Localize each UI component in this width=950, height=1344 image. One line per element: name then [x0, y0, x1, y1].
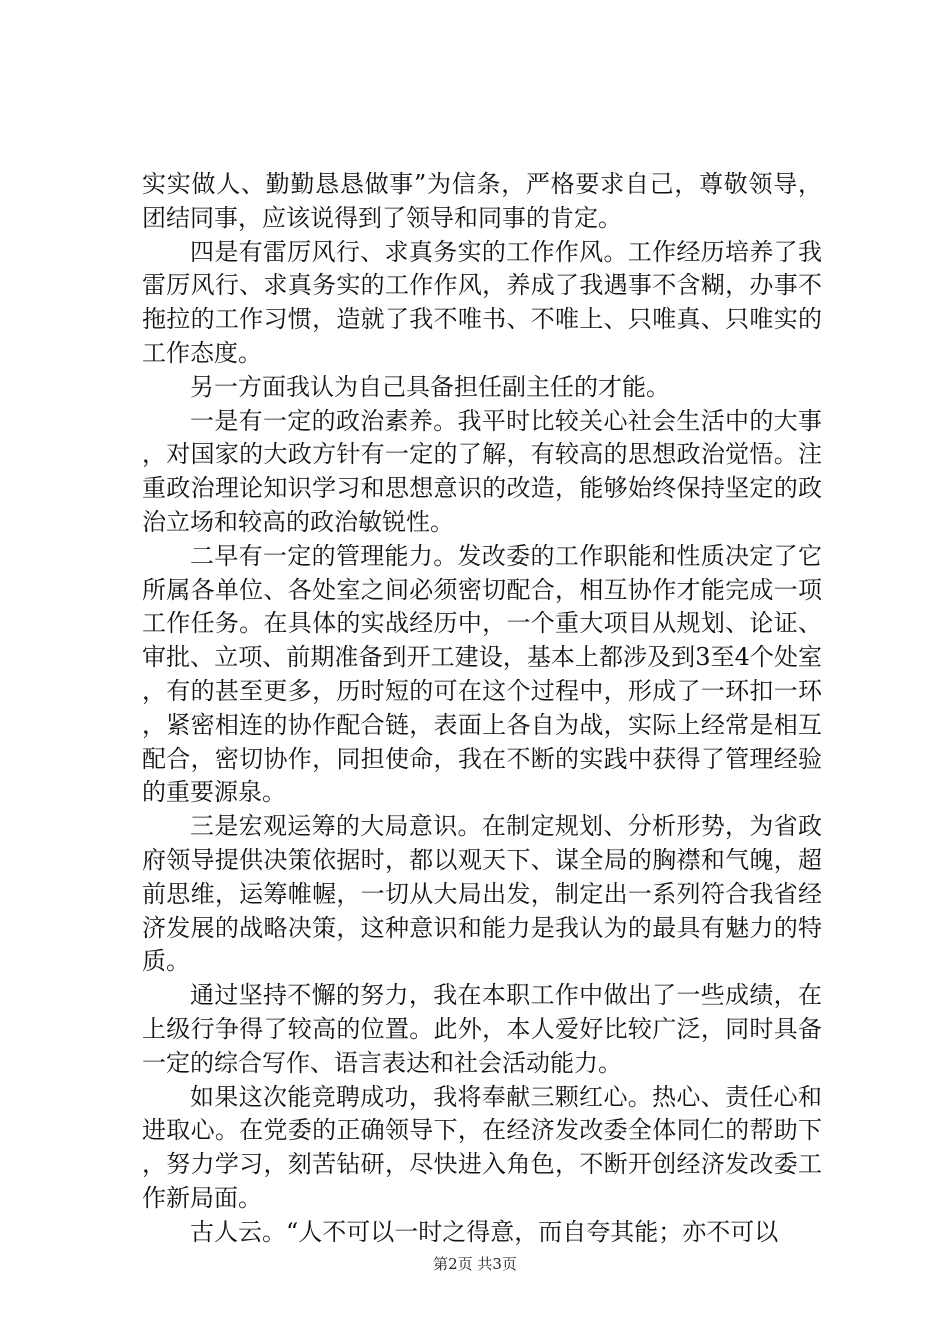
paragraph-3: 另一方面我认为自己具备担任副主任的才能。 [190, 372, 670, 401]
paragraph-9: 古人云。“人不可以一时之得意，而自夸其能；亦不可以 [190, 1217, 779, 1246]
paragraph-5: 二早有一定的管理能力。发改委的工作职能和性质决定了它所属各单位、各处室之间必须密切配合，相互协作才能完成一项工作任务。在具体的实战经历中，一个重大项目从规划、论证、审批、立项、前期准备到开工建设，基本上都涉及到3至4个处室，有的甚至更多，历时短的可在这个过程中，形成了一环扣一环，紧密相连的协作配合链，表面上各自为战，实际上经常是相互配合，密切协作，同担使命，我在不断的实践中获得了管理经验的重要源泉。 [142, 541, 822, 807]
page-footer: 第2页 共3页 [433, 1255, 517, 1273]
paragraph-6: 三是宏观运筹的大局意识。在制定规划、分析形势，为省政府领导提供决策依据时，都以观天下、谋全局的胸襟和气魄，超前思维，运筹帷幄，一切从大局出发，制定出一系列符合我省经济发展的战略决策，这种意识和能力是我认为的最具有魅力的特质。 [142, 812, 822, 976]
paragraph-7: 通过坚持不懈的努力，我在本职工作中做出了一些成绩，在上级行争得了较高的位置。此外，本人爱好比较广泛，同时具备一定的综合写作、语言表达和社会活动能力。 [142, 981, 822, 1077]
body-text [142, 168, 822, 1250]
paragraph-4: 一是有一定的政治素养。我平时比较关心社会生活中的大事，对国家的大政方针有一定的了解，有较高的思想政治觉悟。注重政治理论知识学习和思想意识的改造，能够始终保持坚定的政治立场和较高的政治敏锐性。 [142, 406, 822, 536]
paragraph-2: 四是有雷厉风行、求真务实的工作作风。工作经历培养了我雷厉风行、求真务实的工作作风，养成了我遇事不含糊，办事不拖拉的工作习惯，造就了我不唯书、不唯上、只唯真、只唯实的工作态度。 [142, 237, 822, 367]
paragraph-1: 实实做人、勤勤恳恳做事”为信条，严格要求自己，尊敬领导，团结同事，应该说得到了领导和同事的肯定。 [142, 170, 822, 232]
paragraph-8: 如果这次能竞聘成功，我将奉献三颗红心。热心、责任心和进取心。在党委的正确领导下，在经济发改委全体同仁的帮助下，努力学习，刻苦钻研，尽快进入角色，不断开创经济发改委工作新局面。 [142, 1082, 822, 1212]
